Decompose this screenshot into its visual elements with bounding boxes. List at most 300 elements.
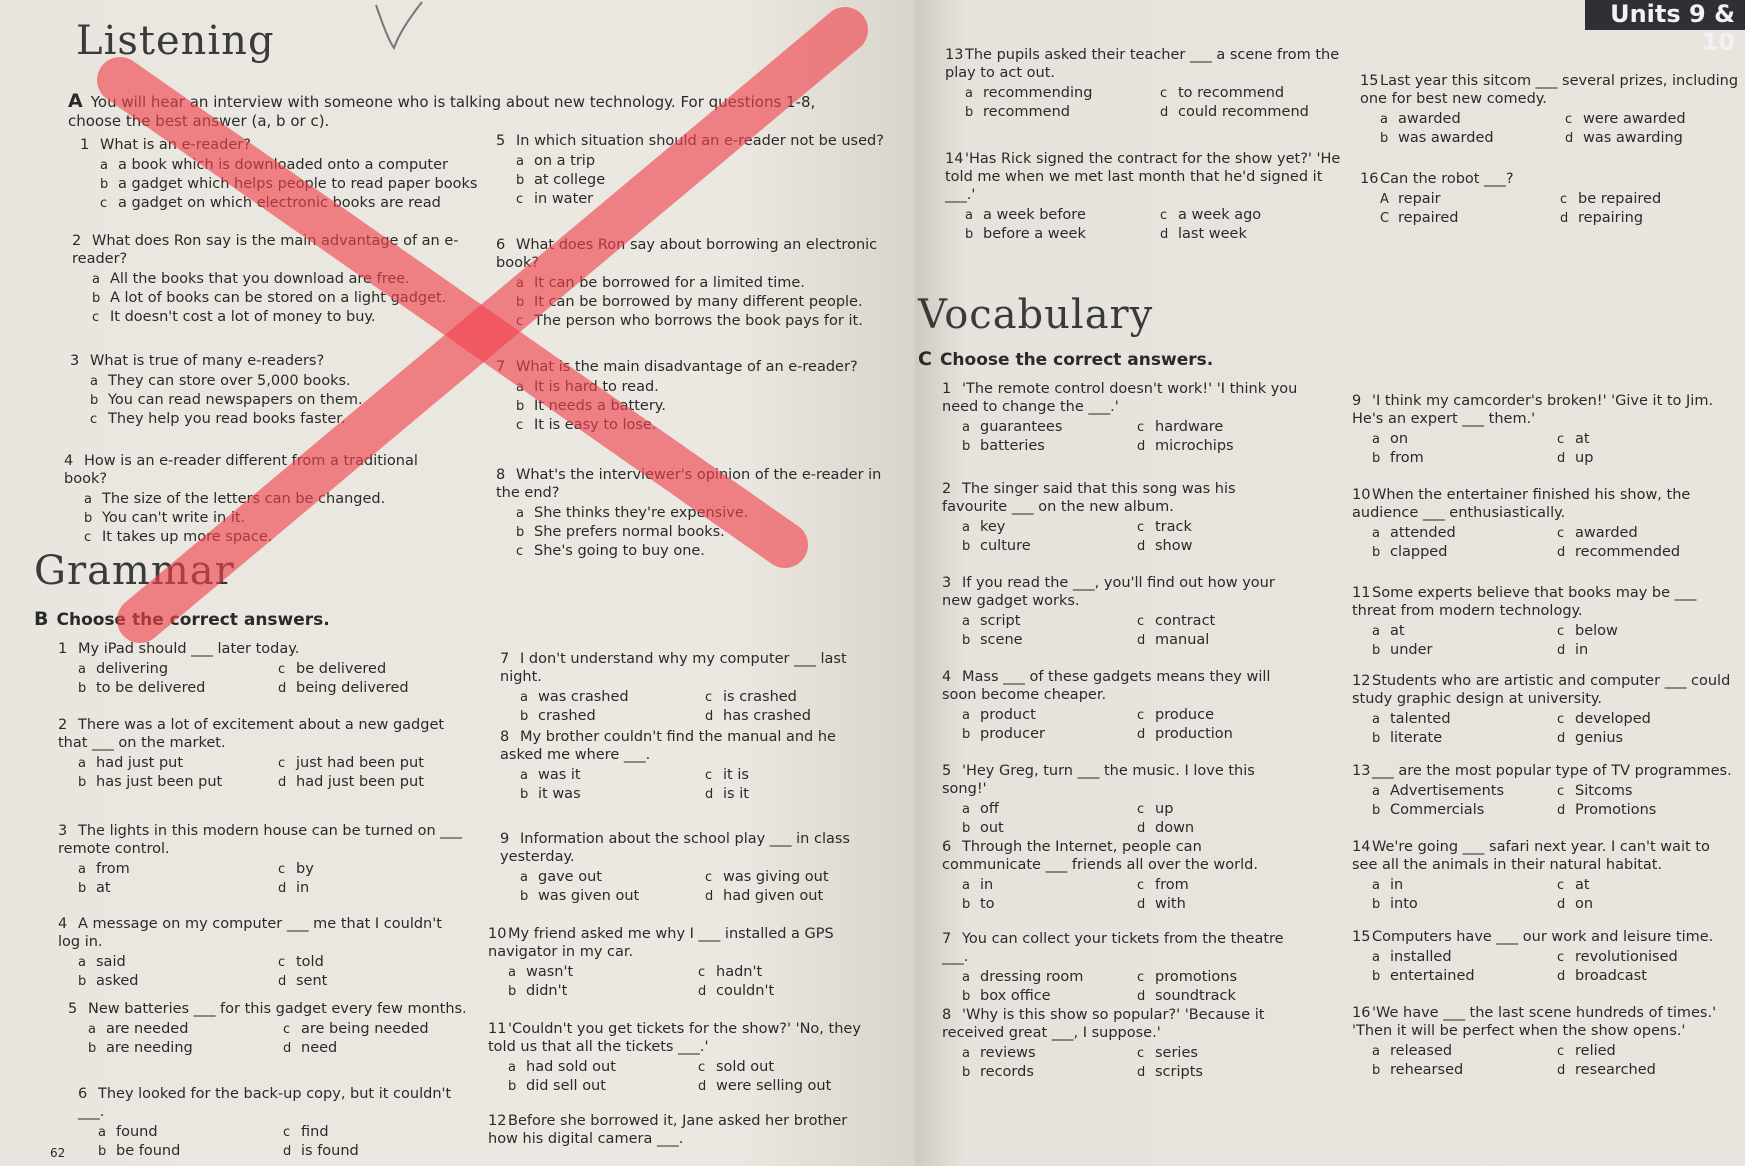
option-text: it is [723,767,749,783]
answer-option-a [1372,524,1547,543]
option-letter: a [516,154,524,169]
answer-option-a [1380,190,1550,209]
option-text: to [980,896,995,912]
option-text: repair [1398,191,1441,207]
option-letter: c [516,192,524,207]
option-text: from [1390,450,1424,466]
answer-option-c [1557,1042,1732,1061]
option-text: a gadget on which electronic books are read [118,195,441,211]
answer-option-c [1557,948,1732,967]
option-text: find [301,1124,329,1140]
option-text: out [980,820,1004,836]
answer-option-d [1565,129,1740,148]
vocabulary-question-15 [1352,928,1732,986]
option-letter: c [1557,712,1565,727]
option-letter: b [516,173,525,188]
question-stem: They looked for the back-up copy, but it couldn't ___. [78,1086,452,1120]
option-letter: d [1137,1065,1146,1080]
question-stem: ___ are the most popular type of TV programmes. [1372,763,1732,779]
question-stem: When the entertainer finished his show, the audience ___ enthusiastically. [1352,487,1691,521]
option-letter: d [1557,451,1566,466]
option-letter: a [98,1125,106,1140]
option-letter: a [92,272,100,287]
option-letter: b [1372,969,1381,984]
answer-option-c [1160,206,1345,225]
option-letter: d [1557,969,1566,984]
question-stem: How is an e-reader different from a traditional book? [64,453,418,487]
option-text: Promotions [1575,802,1657,818]
question-stem: My iPad should ___ later today. [78,641,300,657]
option-text: off [980,801,999,817]
option-text: at [96,880,111,896]
question-number: 1 [58,641,68,657]
option-letter: c [283,1022,291,1037]
option-text: up [1155,801,1174,817]
option-letter: a [520,768,528,783]
option-letter: b [1372,803,1381,818]
option-text: is found [301,1143,359,1159]
option-letter: c [1137,970,1145,985]
listening-instruction-text: You will hear an interview with someone who is talking about new technology. For questions 1-8, choose the best answer (a, b or c). [68,93,816,130]
option-letter: a [962,520,970,535]
question-stem: What is true of many e-readers? [90,353,325,369]
question-text [1352,762,1732,780]
answer-options [942,612,1302,650]
answer-option-c [1137,876,1302,895]
question-text [1352,838,1732,874]
option-letter: d [278,681,287,696]
option-text: gave out [538,869,602,885]
option-letter: a [1380,112,1388,127]
answer-option-c [1137,968,1302,987]
answer-option-b [1372,801,1547,820]
option-letter: d [1137,897,1146,912]
option-text: It is easy to lose. [534,417,657,433]
option-letter: a [962,614,970,629]
question-number: 1 [80,137,90,153]
grammar-instruction-text: Choose the correct answers. [56,610,330,630]
question-stem: My friend asked me why I ___ installed a GPS navigator in my car. [488,926,834,960]
option-letter: d [1137,821,1146,836]
option-text: attended [1390,525,1456,541]
option-text: awarded [1575,525,1638,541]
answer-option-d [1160,225,1345,244]
option-letter: b [965,227,974,242]
option-letter: d [1557,803,1566,818]
option-text: promotions [1155,969,1238,985]
option-text: a week before [983,207,1086,223]
option-text: did sell out [526,1078,606,1094]
option-letter: a [1372,1044,1380,1059]
option-letter: d [283,1041,292,1056]
option-letter: a [1372,432,1380,447]
answer-option-b [962,725,1127,744]
answer-options [945,84,1345,122]
option-letter: d [1160,105,1169,120]
question-number: 1 [942,381,952,397]
option-text: A lot of books can be stored on a light gadget. [110,290,447,306]
answer-option-d [1137,725,1302,744]
answer-options [1352,524,1732,562]
answer-options [1360,190,1730,228]
option-text: wasn't [526,964,574,980]
option-letter: b [520,889,529,904]
vocabulary-question-6 [942,838,1302,914]
option-letter: c [84,530,92,545]
option-letter: b [962,897,971,912]
option-text: producer [980,726,1045,742]
option-letter: d [283,1144,292,1159]
option-text: box office [980,988,1051,1004]
option-text: at [1575,431,1590,447]
option-text: contract [1155,613,1216,629]
right-page [915,0,1745,1166]
option-text: scene [980,632,1023,648]
answer-option-a [962,706,1127,725]
answer-options [1352,948,1732,986]
option-text: sold out [716,1059,775,1075]
option-text: at college [534,172,606,188]
option-letter: a [520,690,528,705]
answer-option-d [1137,895,1302,914]
question-number: 6 [78,1086,88,1102]
option-text: reviews [980,1045,1036,1061]
option-text: last week [1178,226,1247,242]
option-letter: c [1137,878,1145,893]
answer-option-c [1137,706,1302,725]
option-text: guarantees [980,419,1063,435]
question-number: 15 [1360,73,1379,89]
option-text: are needing [106,1040,193,1056]
option-text: at [1390,623,1405,639]
question-number: 5 [942,763,952,779]
option-text: rehearsed [1390,1062,1464,1078]
answer-option-a [962,876,1127,895]
option-letter: c [1557,432,1565,447]
answer-option-d [1557,641,1732,660]
question-text [1360,170,1730,188]
option-letter: a [962,1046,970,1061]
option-letter: c [1160,86,1168,101]
option-letter: c [1137,708,1145,723]
option-text: produce [1155,707,1215,723]
question-number: 2 [72,233,82,249]
option-text: with [1155,896,1186,912]
option-text: has crashed [723,708,811,724]
option-text: delivering [96,661,169,677]
option-letter: b [1380,131,1389,146]
option-letter: d [1137,727,1146,742]
option-text: has just been put [96,774,223,790]
option-text: were selling out [716,1078,832,1094]
option-text: It needs a battery. [534,398,666,414]
question-text [942,380,1302,416]
question-number: 14 [1352,839,1371,855]
option-letter: c [1557,624,1565,639]
option-text: released [1390,1043,1453,1059]
option-text: The person who borrows the book pays for it. [534,313,863,329]
question-number: 2 [942,481,952,497]
question-stem: Information about the school play ___ in class yesterday. [500,831,850,865]
right_top-question-15 [1360,72,1740,148]
option-text: had given out [723,888,824,904]
answer-option-c [1137,418,1302,437]
option-letter: d [1137,439,1146,454]
question-stem: What does Ron say is the main advantage of an e-reader? [72,233,459,267]
option-text: before a week [983,226,1086,242]
option-letter: c [705,768,713,783]
option-letter: c [1137,802,1145,817]
option-text: awarded [1398,111,1461,127]
option-letter: c [92,310,100,325]
question-number: 14 [945,151,964,167]
question-text [942,838,1302,874]
question-text [942,930,1302,966]
option-letter: b [84,511,93,526]
question-number: 12 [1352,673,1371,689]
question-text [1352,672,1732,708]
answer-option-a [962,418,1127,437]
vocabulary-question-10 [1352,486,1732,562]
option-text: had sold out [526,1059,616,1075]
option-text: told [296,954,324,970]
option-letter: a [516,276,524,291]
question-stem: What's the interviewer's opinion of the e-reader in the end? [496,467,882,501]
option-letter: b [962,633,971,648]
answer-option-b [1372,729,1547,748]
answer-option-b [1372,895,1547,914]
option-text: scripts [1155,1064,1203,1080]
option-text: repairing [1578,210,1644,226]
question-number: 15 [1352,929,1371,945]
question-text [1352,392,1732,428]
answer-option-d [1137,537,1302,556]
answer-option-c [1137,1044,1302,1063]
option-letter: d [278,974,287,989]
option-text: hardware [1155,419,1224,435]
question-stem: A message on my computer ___ me that I couldn't log in. [58,916,442,950]
option-letter: c [516,544,524,559]
option-text: revolutionised [1575,949,1678,965]
question-number: 4 [58,916,68,932]
question-stem: Through the Internet, people can communicate ___ friends all over the world. [942,839,1258,873]
answer-option-c [1557,710,1732,729]
option-letter: c [278,756,286,771]
question-stem: 'Couldn't you get tickets for the show?' 'No, they told us that all the tickets ___.' [488,1021,861,1055]
answer-option-c [1557,430,1732,449]
option-letter: C [1380,211,1390,226]
answer-option-b [962,895,1127,914]
option-letter: c [1137,1046,1145,1061]
option-letter: b [516,295,525,310]
answer-options [1352,1042,1732,1080]
answer-options [1352,622,1732,660]
question-number: 9 [500,831,510,847]
option-text: relied [1575,1043,1616,1059]
question-stem: I don't understand why my computer ___ last night. [500,651,847,685]
question-stem: Can the robot ___? [1380,171,1514,187]
option-letter: b [1372,1063,1381,1078]
option-letter: b [962,989,971,1004]
option-text: The size of the letters can be changed. [102,491,386,507]
option-text: It is hard to read. [534,379,659,395]
option-letter: c [698,1060,706,1075]
answer-option-d [1557,801,1732,820]
option-letter: b [962,1065,971,1080]
option-letter: a [78,862,86,877]
option-text: batteries [980,438,1045,454]
option-letter: b [962,539,971,554]
option-text: from [1155,877,1189,893]
option-text: need [301,1040,338,1056]
question-text [1352,486,1732,522]
answer-option-b [1380,129,1555,148]
option-text: installed [1390,949,1452,965]
option-letter: d [1557,545,1566,560]
question-number: 16 [1352,1005,1371,1021]
question-text [945,46,1345,82]
pencil-tick-mark [370,0,440,60]
option-letter: c [698,965,706,980]
option-letter: a [965,208,973,223]
answer-option-b [965,225,1150,244]
answer-option-c [1160,84,1345,103]
answer-option-a [1372,876,1547,895]
option-text: You can't write in it. [102,510,246,526]
question-number: 8 [496,467,506,483]
option-text: had just been put [296,774,424,790]
option-letter: d [705,709,714,724]
option-letter: c [1557,950,1565,965]
answer-option-d [1557,895,1732,914]
option-letter: b [78,775,87,790]
question-stem: Students who are artistic and computer ___ could study graphic design at university. [1352,673,1731,707]
option-text: records [980,1064,1034,1080]
option-text: under [1390,642,1433,658]
right_top-question-16 [1360,170,1730,228]
option-letter: d [1557,1063,1566,1078]
option-text: to recommend [1178,85,1285,101]
option-letter: d [278,775,287,790]
question-number: 4 [942,669,952,685]
option-text: production [1155,726,1233,742]
answer-option-a [962,518,1127,537]
question-number: 2 [58,717,68,733]
option-letter: b [516,399,525,414]
answer-option-c [1137,518,1302,537]
answer-options [942,1044,1302,1082]
answer-option-d [1557,449,1732,468]
option-letter: a [962,420,970,435]
question-stem: 'Hey Greg, turn ___ the music. I love this song!' [942,763,1255,797]
vocabulary-question-16 [1352,1004,1732,1080]
option-text: couldn't [716,983,775,999]
question-stem: What does Ron say about borrowing an electronic book? [496,237,878,271]
option-text: was giving out [723,869,829,885]
option-letter: a [508,1060,516,1075]
question-text [942,1006,1302,1042]
option-text: It can be borrowed by many different people. [534,294,863,310]
answer-options [1360,110,1740,148]
question-number: 10 [488,926,507,942]
option-letter: d [1565,131,1574,146]
option-text: was given out [538,888,640,904]
option-text: was awarded [1398,130,1494,146]
question-stem: What is an e-reader? [100,137,251,153]
option-letter: b [962,727,971,742]
question-stem: New batteries ___ for this gadget every few months. [88,1001,467,1017]
option-text: down [1155,820,1195,836]
answer-option-c [1557,524,1732,543]
option-text: in [1575,642,1589,658]
vocabulary-question-9 [1352,392,1732,468]
option-text: sent [296,973,328,989]
answer-option-a [1372,782,1547,801]
vocabulary-instruction-text: Choose the correct answers. [939,350,1214,370]
vocabulary-question-7 [942,930,1302,1006]
option-text: key [980,519,1006,535]
option-text: are being needed [301,1021,429,1037]
option-letter: c [1137,520,1145,535]
option-letter: b [1372,897,1381,912]
option-letter: c [705,690,713,705]
question-text [942,762,1302,798]
option-text: manual [1155,632,1210,648]
option-letter: a [84,492,92,507]
option-text: it was [538,786,581,802]
answer-option-a [962,800,1127,819]
option-text: genius [1575,730,1624,746]
question-stem: Before she borrowed it, Jane asked her brother how his digital camera ___. [488,1113,848,1147]
option-text: could recommend [1178,104,1309,120]
vocabulary-question-2 [942,480,1302,556]
option-text: She's going to buy one. [534,543,705,559]
option-letter: a [1372,950,1380,965]
option-letter: c [1565,112,1573,127]
answer-option-a [962,1044,1127,1063]
option-text: recommended [1575,544,1681,560]
answer-option-b [962,1063,1127,1082]
answer-option-b [1372,641,1547,660]
answer-options [942,418,1302,456]
question-number: 10 [1352,487,1371,503]
option-letter: a [508,965,516,980]
vocabulary-question-4 [942,668,1302,744]
question-number: 4 [64,453,74,469]
question-stem: Mass ___ of these gadgets means they will soon become cheaper. [942,669,1271,703]
answer-options [1352,876,1732,914]
option-text: product [980,707,1036,723]
option-text: just had been put [296,755,424,771]
option-letter: a [962,708,970,723]
option-text: in water [534,191,594,207]
answer-options [942,876,1302,914]
answer-option-d [1560,209,1730,228]
option-letter: a [100,158,108,173]
option-letter: b [962,439,971,454]
option-letter: d [1137,633,1146,648]
option-text: at [1575,877,1590,893]
units-tab: Units 9 & 10 [1585,0,1745,30]
answer-option-a [1372,430,1547,449]
option-text: into [1390,896,1418,912]
question-number: 7 [942,931,952,947]
option-text: Advertisements [1390,783,1504,799]
option-text: were awarded [1583,111,1686,127]
option-text: She thinks they're expensive. [534,505,749,521]
vocabulary-instruction [918,348,1213,370]
answer-options [945,206,1345,244]
